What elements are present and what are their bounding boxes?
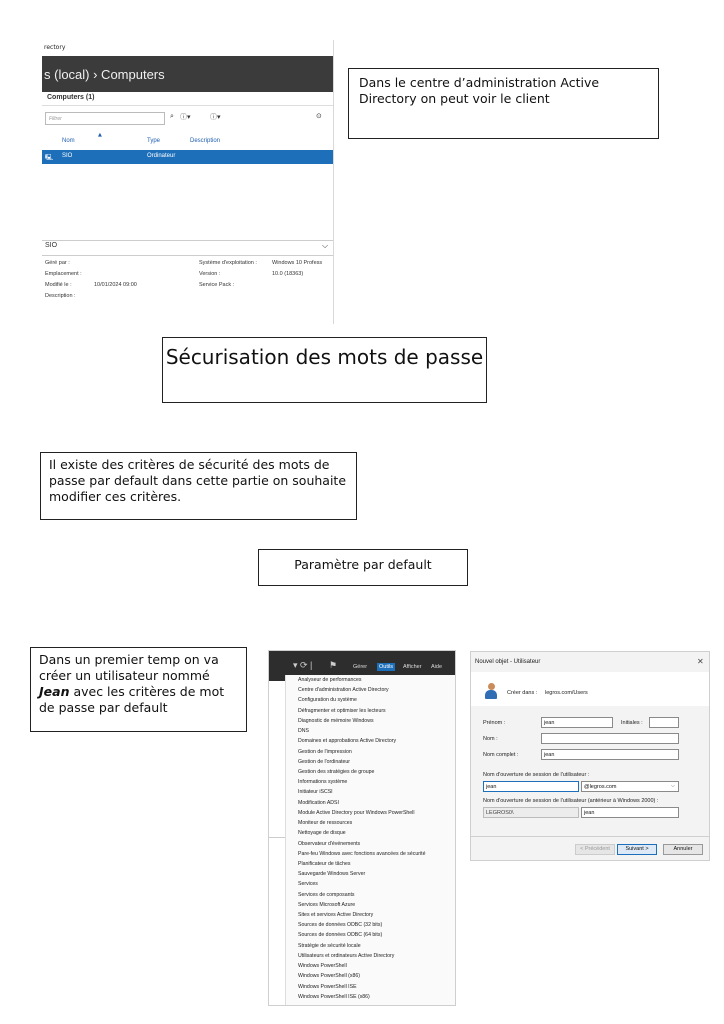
detail-value-os: Windows 10 Profess: [272, 260, 323, 266]
column-header-type[interactable]: Type: [147, 138, 161, 144]
domain-select[interactable]: [581, 781, 679, 792]
tools-menu-item[interactable]: Modification ADSI: [298, 799, 339, 806]
background-panel: [269, 681, 285, 1006]
detail-label-managed-by: Géré par :: [45, 260, 70, 266]
last-name-label: Nom :: [483, 736, 498, 742]
window-title: rectory: [44, 44, 66, 51]
ad-note-box: Dans le centre d’administration Active Directory on peut voir le client: [348, 68, 659, 139]
column-header-name[interactable]: Nom: [62, 138, 75, 144]
tools-menu-item[interactable]: Windows PowerShell: [298, 963, 347, 970]
sort-caret-icon: ▲: [98, 132, 102, 138]
detail-value-modified: 10/01/2024 09:00: [94, 282, 137, 288]
last-name-field[interactable]: [541, 733, 679, 744]
user-note-text-before: Dans un premier temp on va créer un utilisateur nommé: [39, 652, 219, 683]
chevron-circle-icon[interactable]: ⊙: [316, 112, 322, 120]
computer-icon: 🖳: [45, 155, 54, 161]
tools-menu-item[interactable]: Observateur d'événements: [298, 840, 361, 847]
domain-select-value: @legros.com: [584, 784, 617, 790]
tools-menu-item[interactable]: Module Active Directory pour Windows PowerShell: [298, 809, 415, 816]
logon-old-field[interactable]: jean: [581, 807, 679, 818]
dialog-header-band: [471, 672, 710, 706]
tools-menu-item[interactable]: Initiateur iSCSI: [298, 789, 333, 796]
create-in-label: Créer dans :: [507, 690, 538, 696]
menu-tools[interactable]: Outils: [379, 664, 394, 670]
close-icon[interactable]: ✕: [697, 657, 704, 666]
menu-manage[interactable]: Gérer: [353, 664, 368, 670]
breadcrumb: s (local) › Computers: [42, 56, 334, 92]
search-icon[interactable]: ⌕: [170, 112, 174, 120]
initials-field[interactable]: [649, 717, 679, 728]
tools-menu-item[interactable]: Sources de données ODBC (32 bits): [298, 922, 383, 929]
user-note-name: Jean: [39, 684, 70, 699]
tools-menu-item[interactable]: Informations système: [298, 779, 348, 786]
cell-name: SIO: [62, 153, 73, 159]
tools-menu-item[interactable]: Stratégie de sécurité locale: [298, 942, 361, 949]
detail-value-version: 10.0 (18363): [272, 271, 304, 277]
detail-label-description: Description :: [45, 293, 76, 299]
default-params-box: Paramètre par default: [258, 549, 468, 586]
flag-icon[interactable]: ⚑: [329, 660, 338, 670]
tools-menu-item[interactable]: Défragmenter et optimiser les lecteurs: [298, 707, 386, 714]
page-title: Sécurisation des mots de passe: [162, 337, 487, 403]
cell-type: Ordinateur: [147, 153, 176, 159]
section-title: Computers (1): [47, 94, 95, 101]
filter-input[interactable]: Filtrer: [45, 112, 165, 125]
cancel-button[interactable]: Annuler: [663, 844, 703, 855]
tools-menu-screenshot: [268, 650, 456, 1006]
tools-menu-item[interactable]: Gestion des stratégies de groupe: [298, 768, 375, 775]
dialog-title: Nouvel objet - Utilisateur: [475, 659, 541, 665]
menu-help[interactable]: Aide: [431, 664, 443, 670]
tools-menu-item[interactable]: Services Microsoft Azure: [298, 901, 356, 908]
details-title: SIO: [45, 242, 58, 249]
divider: [42, 105, 334, 106]
new-user-dialog: [470, 651, 710, 861]
refresh-icon[interactable]: ▾ ⟳ |: [293, 660, 313, 670]
logon-label: Nom d'ouverture de session de l'utilisateur :: [483, 772, 590, 778]
tools-menu-item[interactable]: Windows PowerShell ISE (x86): [298, 993, 370, 1000]
tools-menu-item[interactable]: Moniteur de ressources: [298, 820, 353, 827]
criteria-note-box: Il existe des critères de sécurité des mots de passe par default dans cette partie on souhaite modifier ces critères.: [40, 452, 357, 520]
full-name-label: Nom complet :: [483, 752, 519, 758]
tools-menu-item[interactable]: Sources de données ODBC (64 bits): [298, 932, 383, 939]
first-name-field[interactable]: jean: [541, 717, 613, 728]
logon-name-field[interactable]: jean: [483, 781, 579, 792]
tools-menu-item[interactable]: Pare-feu Windows avec fonctions avancées de sécurité: [298, 850, 426, 857]
tools-menu-item[interactable]: Analyseur de performances: [298, 677, 362, 683]
previous-button[interactable]: < Précédent: [575, 844, 615, 855]
tools-menu-item[interactable]: Gestion de l'impression: [298, 748, 352, 755]
menu-view[interactable]: Afficher: [403, 664, 422, 670]
tools-menu-item[interactable]: Sites et services Active Directory: [298, 912, 374, 919]
tools-menu-item[interactable]: Nettoyage de disque: [298, 830, 346, 837]
tools-menu-item[interactable]: Diagnostic de mémoire Windows: [298, 717, 374, 724]
user-note-text-after: avec les critères de mot de passe par default: [39, 684, 225, 715]
tools-menu-item[interactable]: Services de composants: [298, 891, 355, 898]
tools-menu-item[interactable]: DNS: [298, 728, 309, 735]
user-icon: [485, 683, 497, 699]
group-icon[interactable]: ⓘ▾: [210, 113, 221, 121]
divider: [42, 240, 334, 241]
user-note-box: [30, 647, 247, 732]
tools-menu-item[interactable]: Sauvegarde Windows Server: [298, 871, 366, 878]
tools-menu-item[interactable]: Services: [298, 881, 318, 888]
divider: [471, 836, 710, 837]
tools-menu-list: [298, 675, 425, 1002]
initials-label: Initiales :: [621, 720, 643, 726]
netbios-domain-field: LEGROS0\: [483, 807, 579, 818]
detail-label-os: Système d'exploitation :: [199, 260, 257, 266]
tools-menu-item[interactable]: Windows PowerShell ISE: [298, 983, 357, 990]
create-in-value: legros.com/Users: [545, 690, 588, 696]
tools-menu-item[interactable]: Domaines et approbations Active Directory: [298, 738, 397, 745]
table-row[interactable]: [42, 150, 334, 164]
ad-admin-center-screenshot: [42, 40, 334, 324]
next-button[interactable]: Suivant >: [617, 844, 657, 855]
tools-menu-item[interactable]: Utilisateurs et ordinateurs Active Directory: [298, 952, 395, 959]
chevron-down-icon[interactable]: ⌵: [322, 241, 329, 250]
logon-old-label: Nom d'ouverture de session de l'utilisateur (antérieur à Windows 2000) :: [483, 798, 659, 804]
tools-menu-item[interactable]: Windows PowerShell (x86): [298, 973, 360, 980]
column-header-description[interactable]: Description: [190, 138, 221, 144]
chevron-down-icon: ⌵: [670, 783, 675, 789]
first-name-label: Prénom :: [483, 720, 506, 726]
tools-dropdown-menu: [285, 675, 455, 1006]
detail-label-version: Version :: [199, 271, 221, 277]
tools-menu-item[interactable]: Centre d'administration Active Directory: [298, 687, 389, 694]
list-view-icon[interactable]: ⓘ▾: [180, 113, 191, 121]
tools-menu-item[interactable]: Planificateur de tâches: [298, 860, 351, 867]
detail-label-modified: Modifié le :: [45, 282, 72, 288]
detail-label-location: Emplacement :: [45, 271, 82, 277]
tools-menu-item[interactable]: Gestion de l'ordinateur: [298, 758, 351, 765]
tools-menu-item[interactable]: Configuration du système: [298, 697, 357, 704]
full-name-field[interactable]: jean: [541, 749, 679, 760]
divider: [42, 255, 334, 256]
detail-label-service-pack: Service Pack :: [199, 282, 235, 288]
